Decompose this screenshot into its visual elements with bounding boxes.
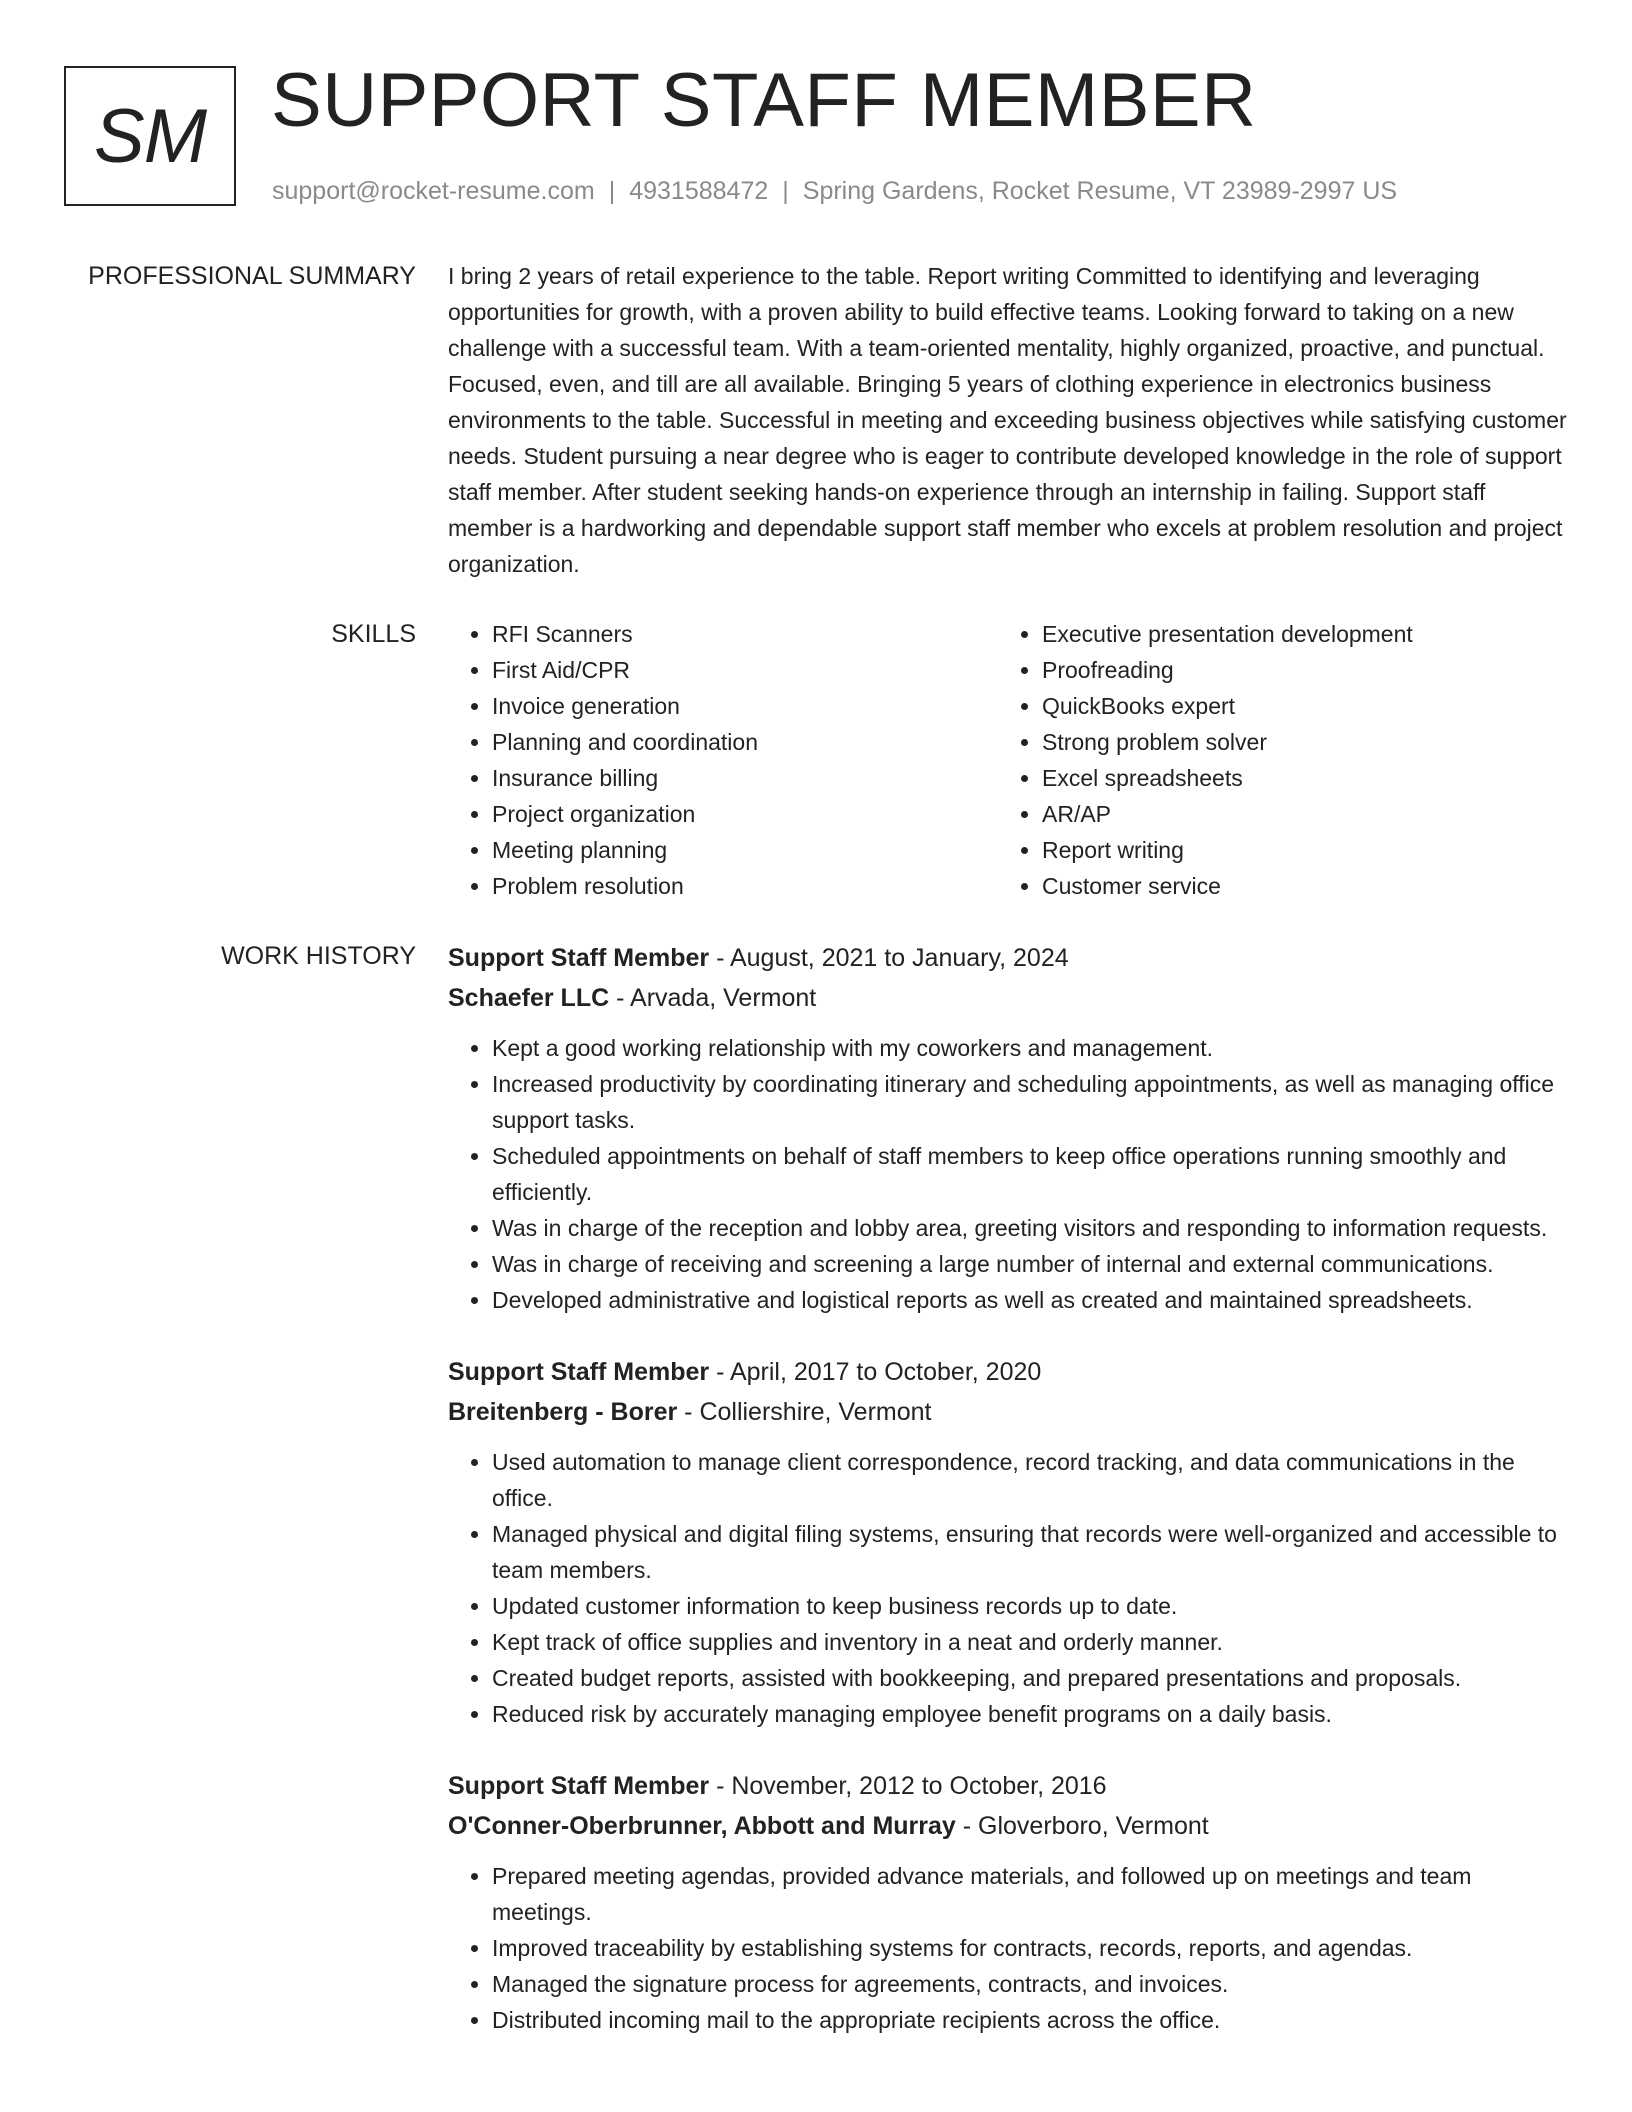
job-location: Gloverboro, Vermont [978,1812,1209,1840]
job-bullet: • Improved traceability by establishing systems for contracts, records, reports, and agendas. [492,1930,1570,1966]
skill-item: • AR/AP [1042,796,1542,832]
job-role: Support Staff Member [448,1772,710,1800]
skill-item: • Invoice generation [492,688,998,724]
job-bullet: • Kept track of office supplies and inventory in a neat and orderly manner. [492,1624,1570,1660]
job-bullets [448,1030,1570,1318]
contact-address: Spring Gardens, Rocket Resume, VT 23989-2997 US [802,177,1398,205]
jobs-list [448,938,1570,2072]
skills-column-2 [998,616,1542,904]
skill-item: • QuickBooks expert [1042,688,1542,724]
job-company: Breitenberg - Borer [448,1398,678,1426]
skill-item: • Strong problem solver [1042,724,1542,760]
job-company-line [448,1392,1570,1432]
monogram-box [64,66,236,206]
job-location: Arvada, Vermont [630,984,817,1012]
job-dash: - [709,944,730,972]
job-bullet: • Managed the signature process for agreements, contracts, and invoices. [492,1966,1570,2002]
contact-line [272,176,1397,206]
skills-grid [448,616,1570,904]
job-dash: - [609,984,631,1012]
skill-item: • Problem resolution [492,868,998,904]
job-role: Support Staff Member [448,1358,710,1386]
job-bullets [448,1444,1570,1732]
skill-item: • Meeting planning [492,832,998,868]
job-bullet: • Scheduled appointments on behalf of staff members to keep office operations running smoothly and efficiently. [492,1138,1570,1210]
job-entry [448,938,1570,1318]
skill-item: • Customer service [1042,868,1542,904]
job-bullet: • Managed physical and digital filing systems, ensuring that records were well-organized and accessible to team members. [492,1516,1570,1588]
job-entry [448,1766,1570,2038]
job-dates: April, 2017 to October, 2020 [729,1358,1042,1386]
job-bullet: • Prepared meeting agendas, provided advance materials, and followed up on meetings and team meetings. [492,1858,1570,1930]
job-title-line [448,938,1570,978]
contact-separator: | [782,177,789,205]
initials: SM [94,93,206,179]
skill-item: • Planning and coordination [492,724,998,760]
contact-email: support@rocket-resume.com [272,177,595,205]
job-title-line [448,1766,1570,1806]
summary-title: PROFESSIONAL SUMMARY [88,262,416,290]
skill-item: • Executive presentation development [1042,616,1542,652]
job-company-line [448,978,1570,1018]
skill-item: • Insurance billing [492,760,998,796]
job-dash: - [709,1358,730,1386]
job-bullet: • Reduced risk by accurately managing employee benefit programs on a daily basis. [492,1696,1570,1732]
job-bullet: • Created budget reports, assisted with bookkeeping, and prepared presentations and proposals. [492,1660,1570,1696]
job-bullet: • Used automation to manage client correspondence, record tracking, and data communications in the office. [492,1444,1570,1516]
job-company: Schaefer LLC [448,984,610,1012]
job-bullets [448,1858,1570,2038]
job-role: Support Staff Member [448,944,710,972]
job-entry [448,1352,1570,1732]
skill-item: • Excel spreadsheets [1042,760,1542,796]
job-company-line [448,1806,1570,1846]
skills-column-1 [448,616,998,904]
skills-title: SKILLS [331,620,416,648]
job-bullet: • Kept a good working relationship with my coworkers and management. [492,1030,1570,1066]
job-dates: November, 2012 to October, 2016 [731,1772,1107,1800]
job-location: Colliershire, Vermont [699,1398,932,1426]
contact-phone: 4931588472 [629,177,769,205]
job-bullet: • Was in charge of receiving and screening a large number of internal and external communications. [492,1246,1570,1282]
job-bullet: • Was in charge of the reception and lobby area, greeting visitors and responding to information requests. [492,1210,1570,1246]
skill-item: • Proofreading [1042,652,1542,688]
job-bullet: • Increased productivity by coordinating itinerary and scheduling appointments, as well as managing office support tasks. [492,1066,1570,1138]
job-bullet: • Updated customer information to keep business records up to date. [492,1588,1570,1624]
job-dash: - [709,1772,732,1800]
skill-item: • Report writing [1042,832,1542,868]
job-bullet: • Distributed incoming mail to the appropriate recipients across the office. [492,2002,1570,2038]
job-bullet: • Developed administrative and logistical reports as well as created and maintained spreadsheets. [492,1282,1570,1318]
work-history-title: WORK HISTORY [221,942,416,970]
job-company: O'Conner-Oberbrunner, Abbott and Murray [448,1812,956,1840]
contact-separator: | [608,177,616,205]
summary-text: I bring 2 years of retail experience to the table. Report writing Committed to identifying and leveraging opportunities for growth, with a proven ability to build effective teams. Looking forward to taking on a new challenge with a successful team. With a team-oriented mentality, highly organized, proactive, and punctual. Focused, even, and till are all available. Bringing 5 years of clothing experience in electronics business environments to the table. Successful in meeting and exceeding business objectives while satisfying customer needs. Student pursuing a near degree who is eager to contribute developed knowledge in the role of support staff member. After student seeking hands-on experience through an internship in failing. Support staff member is a hardworking and dependable support staff member who excels at problem resolution and project organization. [448,263,1567,577]
job-dash: - [677,1398,700,1426]
candidate-name: SUPPORT STAFF MEMBER [271,58,1257,143]
job-dates: August, 2021 to January, 2024 [729,944,1069,972]
job-dash: - [955,1812,979,1840]
skill-item: • RFI Scanners [492,616,998,652]
job-title-line [448,1352,1570,1392]
skill-item: • Project organization [492,796,998,832]
skill-item: • First Aid/CPR [492,652,998,688]
